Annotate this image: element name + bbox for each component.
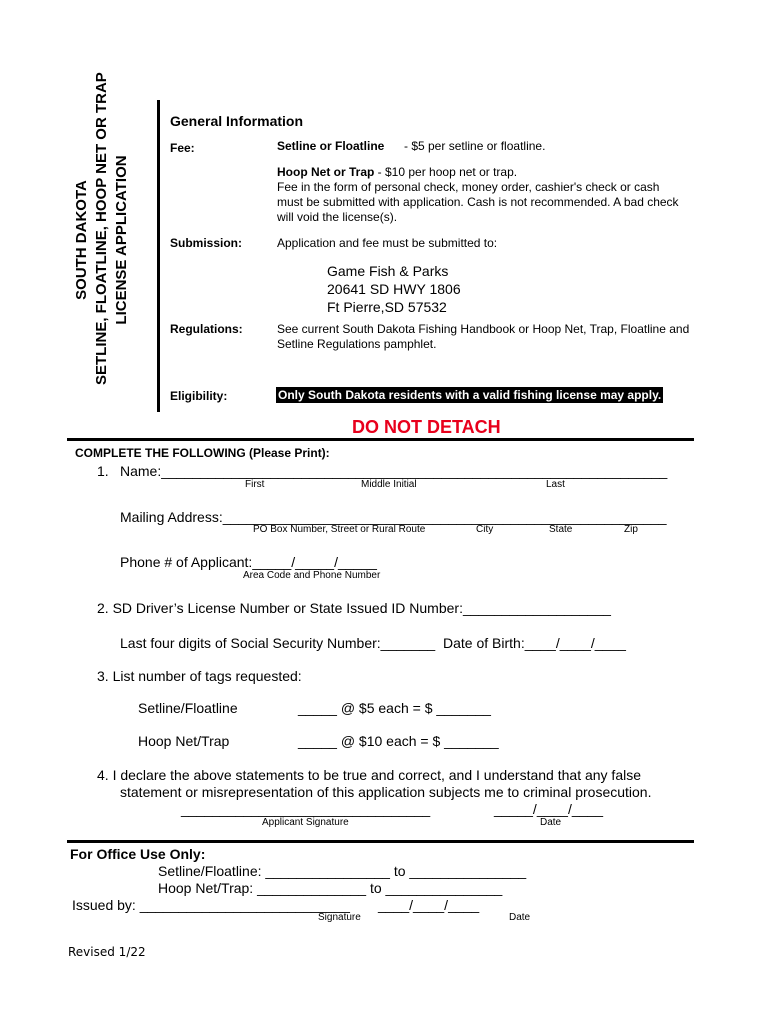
issued-signature-label: Signature — [318, 912, 361, 923]
signature-date-field[interactable]: _____/____/____ — [494, 801, 603, 817]
general-info-heading: General Information — [170, 113, 304, 129]
name-middle-label: Middle Initial — [361, 479, 417, 490]
office-heading: For Office Use Only: — [70, 846, 206, 862]
tag-setline-label: Setline/Floatline — [138, 700, 238, 716]
ssn-field[interactable]: Last four digits of Social Security Number:_______ — [120, 635, 436, 651]
vertical-divider — [157, 100, 160, 412]
address-line-1: Game Fish & Parks — [327, 263, 449, 279]
eligibility-label: Eligibility: — [170, 389, 228, 403]
phone-field[interactable]: Phone # of Applicant:_____/_____/_____ — [120, 554, 377, 570]
fee-note: Fee in the form of personal check, money order, cashier's check or cash must be submitted with application. Cash is not recommended. A bad check will void the license(s). — [277, 180, 679, 224]
address-line-2: 20641 SD HWY 1806 — [327, 281, 461, 297]
office-hoop-row[interactable]: Hoop Net/Trap: ______________ to _______________ — [158, 880, 503, 896]
signature-field[interactable]: ________________________________ — [181, 801, 431, 817]
title-line-2: SETLINE, FLOATLINE, HOOP NET OR TRAP — [93, 72, 110, 385]
fee-hoop-bold: Hoop Net or Trap — [277, 165, 375, 179]
mailing-zip-label: Zip — [624, 524, 638, 535]
revised-note: Revised 1/22 — [68, 945, 146, 959]
name-first-label: First — [245, 479, 265, 490]
tag-hoop-label: Hoop Net/Trap — [138, 733, 230, 749]
q1-number: 1. — [97, 463, 109, 479]
do-not-detach: DO NOT DETACH — [352, 417, 501, 437]
drivers-license-field[interactable]: 2. SD Driver’s License Number or State Issued ID Number:___________________ — [97, 600, 611, 616]
declaration-line-1: 4. I declare the above statements to be true and correct, and I understand that any false — [97, 767, 642, 783]
office-divider — [67, 840, 694, 843]
fee-setline-bold: Setline or Floatline — [277, 139, 385, 153]
mailing-address-field[interactable]: Mailing Address:_________________________________________________________ — [120, 509, 667, 525]
address-line-3: Ft Pierre,SD 57532 — [327, 299, 447, 315]
signature-date-label: Date — [540, 817, 562, 828]
fee-label: Fee: — [170, 141, 195, 155]
submission-label: Submission: — [170, 236, 243, 250]
tag-hoop-field[interactable]: _____ @ $10 each = $ _______ — [298, 733, 499, 749]
dob-field[interactable]: Date of Birth:____/____/____ — [443, 635, 626, 651]
office-setline-row[interactable]: Setline/Floatline: ________________ to _______________ — [158, 863, 527, 879]
tag-setline-field[interactable]: _____ @ $5 each = $ _______ — [298, 700, 491, 716]
submission-text: Application and fee must be submitted to: — [277, 236, 498, 250]
mailing-address-block — [327, 262, 461, 316]
issued-date-field[interactable]: ____/____/____ — [378, 897, 480, 913]
name-last-label: Last — [546, 479, 565, 490]
issued-date-label: Date — [509, 912, 531, 923]
horizontal-divider — [67, 438, 694, 441]
name-field[interactable]: Name:_________________________________________________________________ — [120, 463, 668, 479]
fee-hoop-line — [277, 165, 517, 179]
title-line-3: LICENSE APPLICATION — [113, 155, 130, 325]
fee-hoop-text: - $10 per hoop net or trap. — [374, 165, 518, 179]
regulations-text: See current South Dakota Fishing Handbook or Hoop Net, Trap, Floatline and Setline Regulations pamphlet. — [277, 322, 690, 351]
mailing-street-label: PO Box Number, Street or Rural Route — [253, 524, 426, 535]
form-title — [72, 72, 132, 385]
complete-heading: COMPLETE THE FOLLOWING (Please Print): — [75, 446, 330, 460]
mailing-city-label: City — [476, 524, 494, 535]
phone-sub-label: Area Code and Phone Number — [243, 570, 381, 581]
regulations-label: Regulations: — [170, 322, 243, 336]
q3-heading: 3. List number of tags requested: — [97, 668, 302, 684]
title-line-1: SOUTH DAKOTA — [73, 180, 90, 300]
mailing-state-label: State — [549, 524, 573, 535]
eligibility-text: Only South Dakota residents with a valid fishing license may apply. — [278, 388, 662, 402]
declaration-line-2: statement or misrepresentation of this application subjects me to criminal prosecution. — [120, 784, 652, 800]
signature-label: Applicant Signature — [262, 817, 349, 828]
fee-setline-text: - $5 per setline or floatline. — [404, 139, 546, 153]
issued-by-field[interactable]: Issued by: ___________________________ — [72, 897, 350, 913]
